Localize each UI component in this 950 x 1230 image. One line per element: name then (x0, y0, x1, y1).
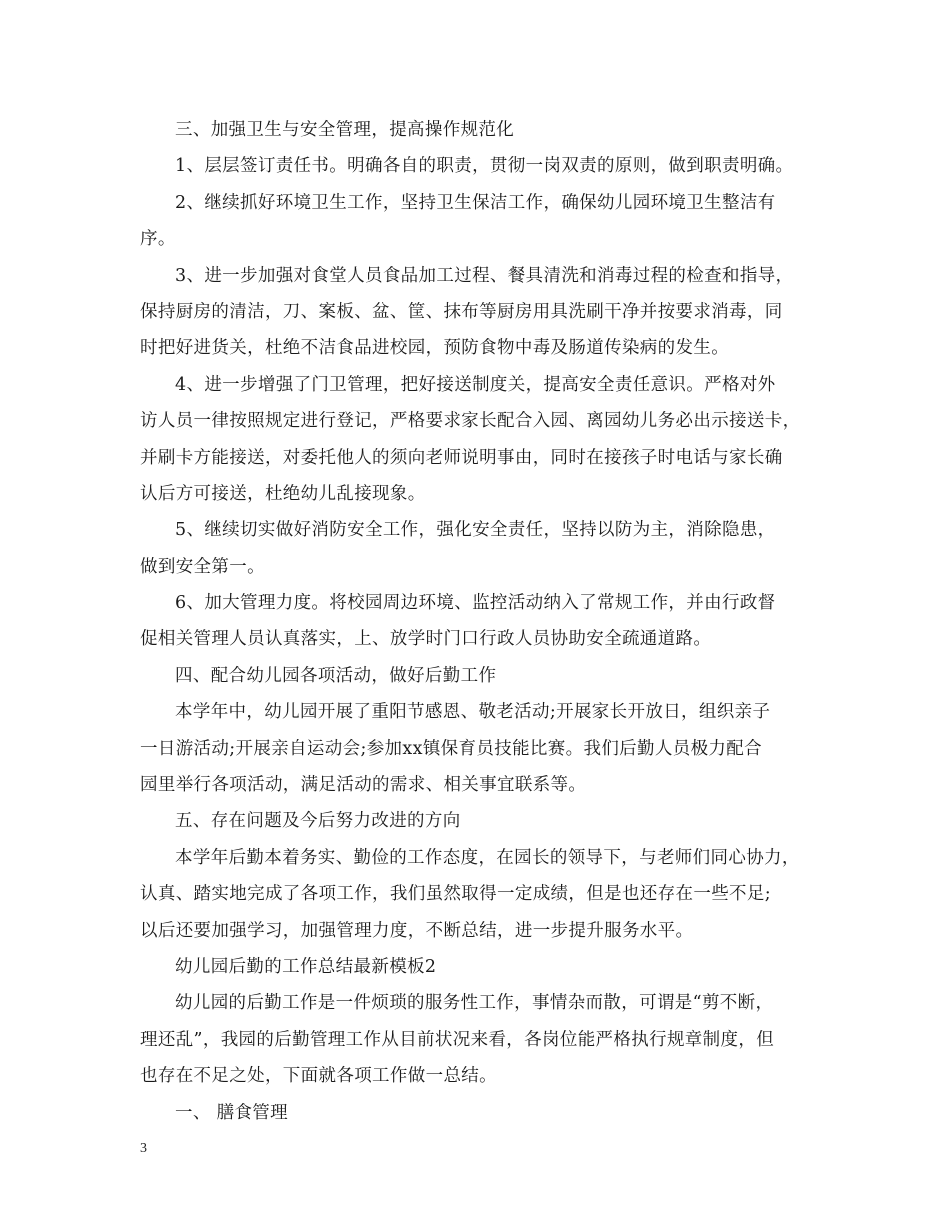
paragraph-line: 认真、踏实地完成了各项工作，我们虽然取得一定成绩，但是也还存在一些不足; (140, 884, 771, 905)
paragraph-line: 幼儿园的后勤工作是一件烦琐的服务性工作，事情杂而散，可谓是“剪不断， (175, 993, 774, 1014)
section-heading: 三、加强卫生与安全管理，提高操作规范化 (175, 120, 515, 140)
paragraph-line: 访人员一律按照规定进行登记，严格要求家长配合入园、离园幼儿务必出示接送卡， (140, 411, 801, 432)
paragraph-line: 并刷卡方能接送，对委托他人的须向老师说明事由，同时在接孩子时电话与家长确 (140, 447, 783, 468)
paragraph-line: 以后还要加强学习，加强管理力度，不断总结，进一步提升服务水平。 (140, 920, 694, 941)
paragraph-line: 6、加大管理力度。将校园周边环境、监控活动纳入了常规工作，并由行政督 (175, 593, 776, 614)
paragraph-line: 认后方可接送，杜绝幼儿乱接现象。 (140, 483, 426, 504)
paragraph-line: 理还乱”，我园的后勤管理工作从目前状况来看，各岗位能严格执行规章制度，但 (140, 1029, 775, 1050)
section-heading: 四、配合幼儿园各项活动，做好后勤工作 (175, 665, 497, 686)
paragraph-line: 3、进一步加强对食堂人员食品加工过程、餐具清洗和消毒过程的检查和指导， (175, 265, 794, 286)
paragraph-line: 园里举行各项活动，满足活动的需求、相关事宜联系等。 (140, 775, 587, 796)
paragraph-line: 4、进一步增强了门卫管理，把好接送制度关，提高安全责任意识。严格对外 (175, 374, 776, 395)
paragraph-line: 本学年中，幼儿园开展了重阳节感恩、敬老活动;开展家长开放日，组织亲子 (175, 702, 771, 723)
paragraph-line: 序。 (140, 229, 176, 250)
page-number: 3 (140, 1141, 147, 1156)
paragraph-line: 5、继续切实做好消防安全工作，强化安全责任，坚持以防为主，消除隐患， (175, 520, 776, 541)
document-body (140, 112, 820, 1131)
paragraph-line: 2、继续抓好环境卫生工作，坚持卫生保洁工作，确保幼儿园环境卫生整洁有 (175, 192, 776, 213)
paragraph-line: 促相关管理人员认真落实，上、放学时门口行政人员协助安全疏通道路。 (140, 629, 712, 650)
paragraph-line: 做到安全第一。 (140, 556, 265, 577)
section-heading: 一、 膳食管理 (175, 1102, 289, 1123)
section-heading: 五、存在问题及今后努力改进的方向 (175, 811, 461, 832)
paragraph-line: 也存在不足之处，下面就各项工作做一总结。 (140, 1066, 497, 1087)
paragraph-line: 本学年后勤本着务实、勤俭的工作态度，在园长的领导下，与老师们同心协力， (175, 847, 800, 868)
paragraph-line: 时把好进货关，杜绝不洁食品进校园，预防食物中毒及肠道传染病的发生。 (140, 338, 730, 359)
document-subtitle: 幼儿园后勤的工作总结最新模板2 (175, 956, 437, 977)
paragraph-line: 1、层层签订责任书。明确各自的职责，贯彻一岗双责的原则，做到职责明确。 (175, 156, 794, 177)
paragraph-line: 一日游活动;开展亲自运动会;参加xx镇保育员技能比赛。我们后勤人员极力配合 (140, 738, 762, 759)
paragraph-line: 保持厨房的清洁，刀、案板、盆、筐、抹布等厨房用具洗刷干净并按要求消毒，同 (140, 301, 783, 322)
